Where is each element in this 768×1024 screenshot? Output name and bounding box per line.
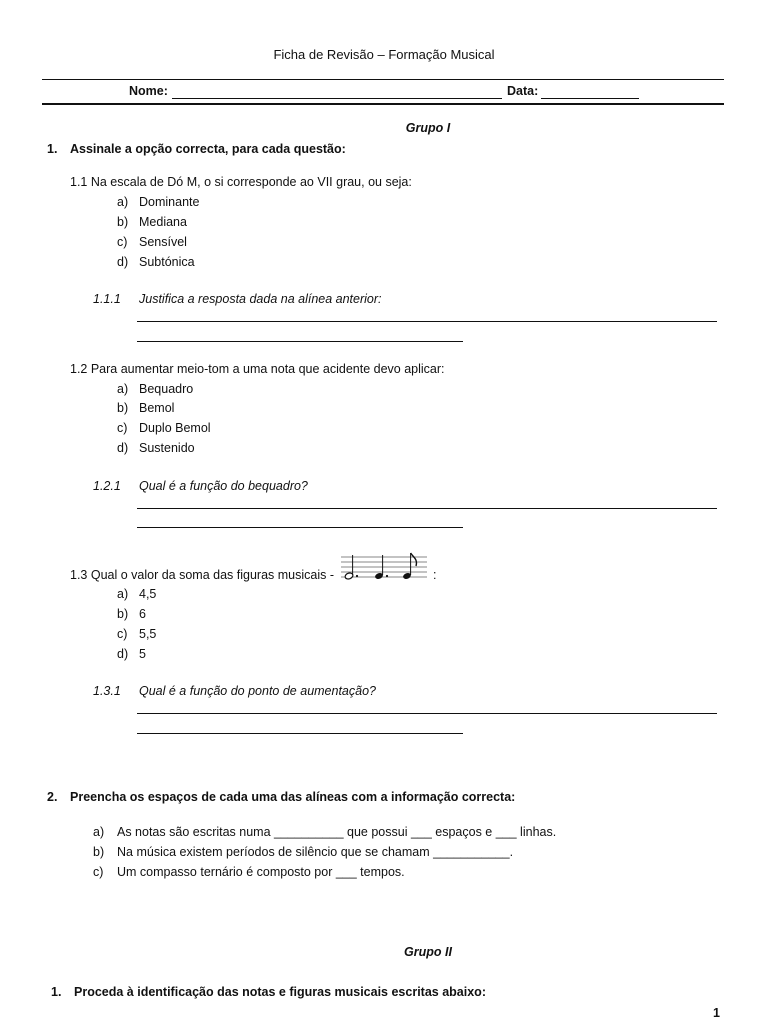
- q1-3-1-text: Qual é a função do ponto de aumentação?: [139, 684, 376, 698]
- item-text: Na música existem períodos de silêncio que se chamam ___________.: [117, 845, 514, 859]
- option-letter: b): [117, 401, 129, 415]
- item-text: Um compasso ternário é composto por ___ tempos.: [117, 865, 405, 879]
- q2-number: 2.: [47, 790, 58, 804]
- option-letter: d): [117, 647, 129, 661]
- q1-1-1-text: Justifica a resposta dada na alínea anterior:: [139, 292, 382, 306]
- option-letter: c): [117, 235, 128, 249]
- q1-3-suffix: :: [433, 568, 437, 582]
- q1-3-1-number: 1.3.1: [93, 684, 121, 698]
- page-title: Ficha de Revisão – Formação Musical: [273, 47, 495, 62]
- q1-1-1-answer-line-2[interactable]: [137, 341, 463, 342]
- q1-1-option-a[interactable]: [117, 195, 200, 209]
- header-rule-top: [42, 79, 724, 80]
- q1-3-text: 1.3 Qual o valor da soma das figuras musicais -: [70, 568, 335, 582]
- item-letter: c): [93, 865, 104, 879]
- page-number: 1: [713, 1006, 720, 1020]
- music-figures-icon: [341, 551, 427, 583]
- q1-2-1-text: Qual é a função do bequadro?: [139, 479, 308, 493]
- q1-3-1-answer-line-2[interactable]: [137, 733, 463, 734]
- group1-heading: Grupo I: [405, 121, 451, 135]
- q2-text: Preencha os espaços de cada uma das alíneas com a informação correcta:: [70, 790, 516, 804]
- option-letter: c): [117, 421, 128, 435]
- q1-2-option-c[interactable]: [117, 421, 211, 435]
- q1-3-option-d[interactable]: [117, 647, 146, 661]
- q1-1-text: 1.1 Na escala de Dó M, o si corresponde ao VII grau, ou seja:: [70, 175, 412, 189]
- q1-3-option-a[interactable]: [117, 587, 157, 601]
- date-label: Data:: [507, 84, 539, 98]
- option-text: 5,5: [139, 627, 157, 641]
- option-letter: b): [117, 215, 129, 229]
- group2-q1-number: 1.: [51, 985, 62, 999]
- item-letter: a): [93, 825, 105, 839]
- q1-1-option-b[interactable]: [117, 215, 187, 229]
- q1-1-option-c[interactable]: [117, 235, 187, 249]
- q1-2-text: 1.2 Para aumentar meio-tom a uma nota que acidente devo aplicar:: [70, 362, 445, 376]
- option-text: Bequadro: [139, 382, 194, 396]
- item-text: As notas são escritas numa __________ que possui ___ espaços e ___ linhas.: [117, 825, 557, 839]
- q1-2-1-answer-line-1[interactable]: [137, 508, 717, 509]
- option-letter: a): [117, 195, 129, 209]
- q1-text: Assinale a opção correcta, para cada questão:: [70, 142, 346, 156]
- option-text: Dominante: [139, 195, 200, 209]
- q2-item-a: [93, 825, 557, 839]
- q2-item-c: [93, 865, 405, 879]
- q1-1-1-number: 1.1.1: [93, 292, 121, 306]
- option-text: Bemol: [139, 401, 175, 415]
- option-letter: a): [117, 382, 129, 396]
- group2-q1-text: Proceda à identificação das notas e figuras musicais escritas abaixo:: [74, 985, 486, 999]
- q1-1-1-answer-line-1[interactable]: [137, 321, 717, 322]
- option-letter: d): [117, 441, 129, 455]
- option-letter: a): [117, 587, 129, 601]
- q1-number: 1.: [47, 142, 58, 156]
- group2-heading: Grupo II: [404, 945, 452, 959]
- option-letter: b): [117, 607, 129, 621]
- q1-3-1-answer-line-1[interactable]: [137, 713, 717, 714]
- name-field[interactable]: [172, 98, 502, 99]
- name-label: Nome:: [129, 84, 168, 98]
- option-text: Sensível: [139, 235, 187, 249]
- option-text: Duplo Bemol: [139, 421, 211, 435]
- q1-2-option-a[interactable]: [117, 382, 194, 396]
- option-letter: c): [117, 627, 128, 641]
- option-text: Mediana: [139, 215, 187, 229]
- q2-item-b: [93, 845, 514, 859]
- item-letter: b): [93, 845, 105, 859]
- q1-2-1-number: 1.2.1: [93, 479, 121, 493]
- q1-2-option-d[interactable]: [117, 441, 195, 455]
- option-letter: d): [117, 255, 129, 269]
- option-text: Subtónica: [139, 255, 195, 269]
- q1-3-option-c[interactable]: [117, 627, 157, 641]
- q1-2-1-answer-line-2[interactable]: [137, 527, 463, 528]
- q1-1-option-d[interactable]: [117, 255, 195, 269]
- header-rule-bottom: [42, 103, 724, 105]
- option-text: 4,5: [139, 587, 157, 601]
- q1-3-option-b[interactable]: [117, 607, 146, 621]
- option-text: Sustenido: [139, 441, 195, 455]
- q1-2-option-b[interactable]: [117, 401, 175, 415]
- option-text: 6: [139, 607, 146, 621]
- date-field[interactable]: [541, 98, 639, 99]
- option-text: 5: [139, 647, 146, 661]
